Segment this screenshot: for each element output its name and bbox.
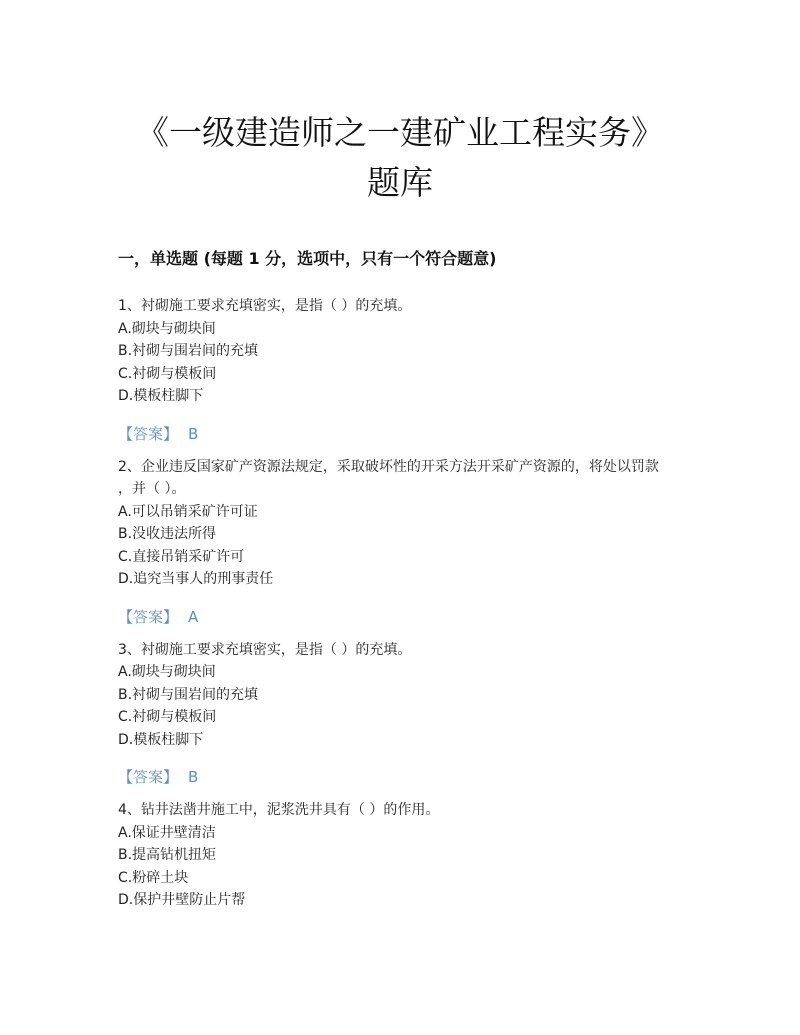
title-line-1: 《一级建造师之一建矿业工程实务》	[136, 113, 664, 152]
answer-option: C.直接吊销采矿许可	[118, 548, 245, 565]
title-line-2: 题库	[367, 163, 433, 202]
answer-option: A.砌块与砌块间	[118, 320, 216, 337]
section-heading: 一，单选题 (每题 1 分，选项中，只有一个符合题意)	[118, 249, 497, 268]
answer-value: B	[188, 768, 199, 786]
question-stem-line: 2、企业违反国家矿产资源法规定，采取破坏性的开采方法开采矿产资源的，将处以罚款	[118, 458, 659, 475]
answer-option: D.追究当事人的刑事责任	[118, 571, 274, 587]
question-stem-line: 3、衬砌施工要求充填密实，是指（ ）的充填。	[118, 641, 412, 658]
question-stem-line: 4、钻井法凿井施工中，泥浆洗井具有（ ）的作用。	[118, 802, 440, 818]
question-item	[118, 639, 718, 789]
answer-option: C.衬砌与模板间	[118, 365, 217, 382]
question-stem-line: ，并（ ）。	[118, 481, 186, 497]
answer-option: B.没收违法所得	[118, 526, 217, 542]
answer-value: A	[188, 607, 199, 626]
question-stem	[118, 456, 718, 501]
question-stem	[118, 799, 718, 822]
answer-line	[118, 423, 718, 445]
question-item	[118, 456, 718, 628]
answer-option: B.衬砌与围岩间的充填	[118, 343, 259, 359]
question-stem	[118, 295, 718, 318]
answer-label: 【答案】	[118, 768, 179, 786]
answer-option: A.可以吊销采矿许可证	[118, 503, 258, 520]
answer-value: B	[188, 424, 199, 443]
answer-label: 【答案】	[118, 607, 179, 626]
answer-option: D.模板柱脚下	[118, 731, 204, 748]
answer-label: 【答案】	[118, 424, 179, 443]
answer-option: B.衬砌与围岩间的充填	[118, 686, 259, 703]
answer-option: A.砌块与砌块间	[118, 664, 216, 680]
question-stem	[118, 639, 718, 662]
answer-option: C.衬砌与模板间	[118, 709, 217, 725]
document-title	[0, 108, 800, 208]
answer-option: B.提高钻机扭矩	[118, 847, 217, 863]
answer-option: D.保护井壁防止片帮	[118, 892, 246, 908]
question-stem-line: 1、衬砌施工要求充填密实，是指（ ）的充填。	[118, 298, 412, 314]
answer-line	[118, 766, 718, 788]
question-item	[118, 799, 718, 912]
answer-line	[118, 606, 718, 628]
answer-option: A.保证井壁清洁	[118, 824, 216, 841]
question-list	[118, 295, 718, 912]
answer-option: C.粉碎土块	[118, 869, 189, 886]
question-item	[118, 295, 718, 445]
answer-option: D.模板柱脚下	[118, 388, 204, 404]
